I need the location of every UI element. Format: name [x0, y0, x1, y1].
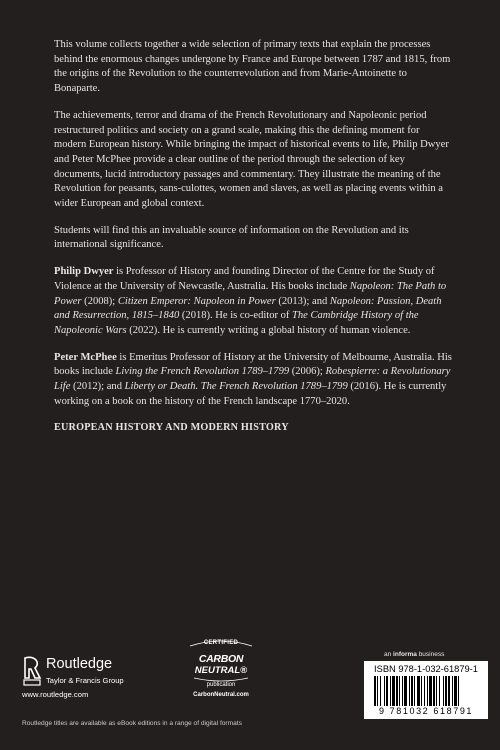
publisher-name: Routledge [46, 656, 113, 672]
book-title: Napoleon: The Path to Power [54, 280, 447, 307]
routledge-r-icon [22, 656, 42, 686]
neutral-label: NEUTRAL® [194, 665, 248, 676]
subject-category: EUROPEAN HISTORY AND MODERN HISTORY [54, 422, 289, 434]
bio-text: (2012); and [70, 381, 125, 393]
bio-text: is Emeritus Professor of History at the University of Melbourne, Australia. His books include [54, 351, 452, 378]
book-title: Liberty or Death. The French Revolution 1789–1799 [124, 381, 348, 393]
book-title: The Cambridge History of the Napoleonic Wars [54, 310, 419, 336]
informa-tagline [384, 651, 444, 658]
publisher-url[interactable]: www.routledge.com [22, 690, 89, 699]
certified-label: CERTIFIED [203, 640, 239, 646]
blurb-paragraph-1: This volume collects together a wide selection of primary texts that explain the processes behind the enormous changes undergone by France and Europe between 1787 and 1815, from the origins of the Revolution to the counterrevolution and from Marie-Antoinette to Bonaparte. [54, 39, 451, 95]
bio-text: (2013); and [275, 295, 330, 307]
bio-text: (2022). He is currently writing a global history of human violence. [126, 324, 411, 336]
author-name-mcphee: Peter McPhee [54, 351, 117, 363]
publication-label: publication [206, 682, 236, 688]
informa-brand: informa [393, 651, 417, 658]
publisher-group: Taylor & Francis Group [46, 676, 124, 685]
isbn-barcode [364, 661, 488, 719]
author-bio-dwyer [54, 265, 454, 339]
carbon-neutral-badge [180, 638, 262, 720]
book-title: Citizen Emperor: Napoleon in Power [117, 295, 276, 307]
isbn-number: ISBN 978-1-032-61879-1 [374, 664, 478, 674]
barcode-digits: 9 781032 618791 [378, 706, 474, 716]
blurb-paragraph-3: Students will find this an invaluable source of information on the Revolution and its international significance. [54, 224, 409, 251]
routledge-logo [22, 656, 162, 708]
ebook-footer: Routledge titles are available as eBook editions in a range of digital formats [22, 720, 242, 727]
author-bio-mcphee [54, 351, 454, 410]
bio-text: (2008); [81, 295, 118, 307]
bio-text: (2016). He is currently working on a book on the history of the French landscape 1770–2020. [54, 381, 447, 407]
author-name-dwyer: Philip Dwyer [54, 266, 114, 278]
informa-suffix: business [416, 651, 445, 658]
book-title: Living the French Revolution 1789–1799 [115, 366, 290, 378]
carbon-label: CARBON [198, 653, 244, 665]
barcode-bars-icon [372, 676, 480, 706]
book-title: Napoleon: Passion, Death and Resurrection, 1815–1840 [54, 295, 442, 322]
informa-prefix: an [384, 651, 394, 658]
back-cover-blurb [54, 38, 454, 436]
bio-text: (2006); [289, 366, 326, 378]
carbon-site-label: CarbonNeutral.com [193, 692, 249, 698]
book-title: Robespierre: a Revolutionary Life [54, 366, 451, 393]
blurb-paragraph-2: The achievements, terror and drama of the French Revolutionary and Napoleonic period restructured politics and society on a grand scale, making this the defining moment for modern European history. While bringing the impact of historical events to life, Philip Dwyer and Peter McPhee provide a clear outline of the period through the selection of key documents, lucid introductory passages and commentary. They illustrate the meaning of the Revolution for peasants, sans-culottes, women and slaves, as well as placing events within a wider European and global context. [54, 109, 449, 210]
bio-text: (2018). He is co-editor of [179, 310, 293, 322]
bio-text: is Professor of History and founding Director of the Centre for the Study of Violence at the University of Newcastle, Australia. His books include [54, 266, 435, 292]
